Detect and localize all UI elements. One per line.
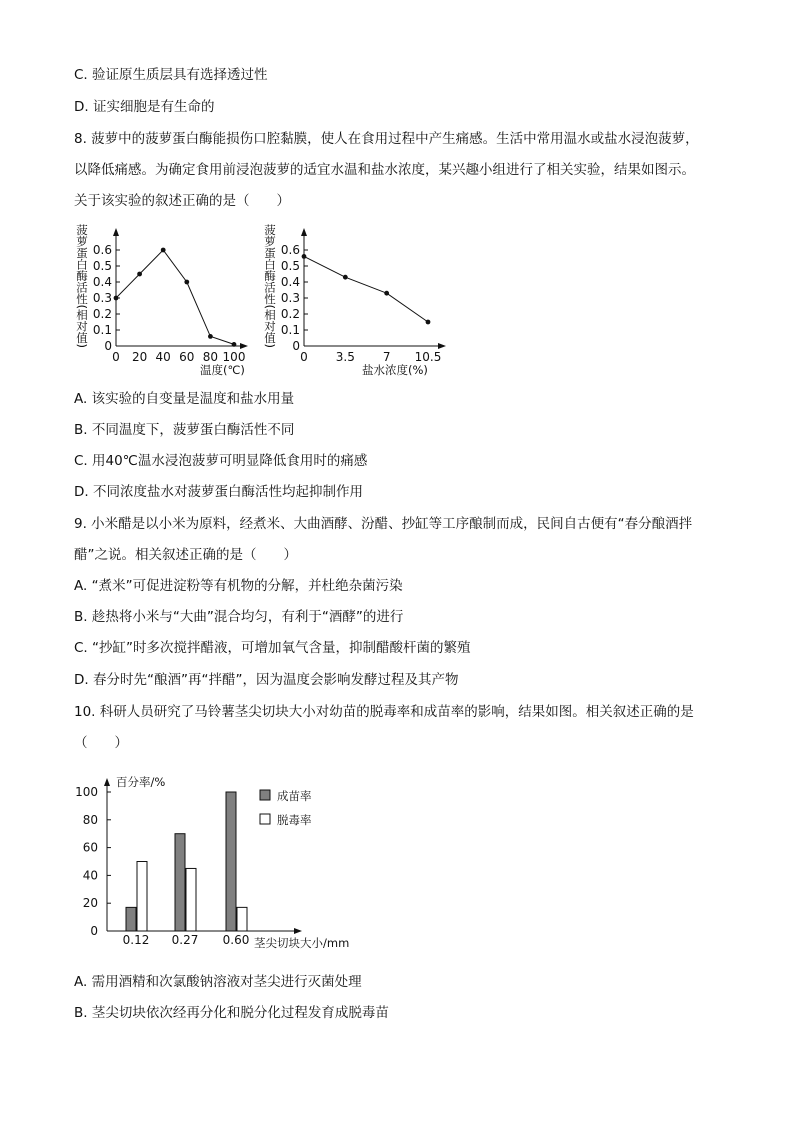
c3-bar-detox-rate	[186, 868, 196, 931]
q10-stem-line-1: 10. 科研人员研究了马铃薯茎尖切块大小对幼苗的脱毒率和成苗率的影响，结果如图。相关叙述正确的是	[74, 704, 694, 720]
c3-y-tick-label: 80	[82, 812, 98, 827]
c3-bar-detox-rate	[137, 862, 147, 932]
c3-legend-swatch	[260, 814, 270, 824]
c3-bar-seedling-rate	[226, 792, 236, 931]
q10-option-b: B. 茎尖切块依次经再分化和脱分化过程发育成脱毒苗	[74, 1005, 389, 1021]
stem-tip-bar-chart	[70, 768, 390, 958]
c2-y-tick-label: 0.2	[280, 307, 300, 321]
c3-legend-label: 成苗率	[277, 789, 312, 803]
chart2-x-arrow	[438, 343, 446, 349]
c1-y-tick-label: 0.5	[92, 259, 112, 273]
c2-y-tick-label: 0	[292, 339, 300, 353]
c3-y-tick-label: 20	[82, 896, 98, 911]
c2-x-tick-label: 7	[382, 350, 391, 364]
chart2-y-arrow	[301, 228, 307, 236]
q8-option-d: D. 不同浓度盐水对菠萝蛋白酶活性均起抑制作用	[74, 484, 363, 500]
c1-y-tick-label: 0	[104, 339, 112, 353]
c1-data-point	[184, 280, 189, 285]
c2-x-tick-label: 0	[300, 350, 308, 364]
c1-data-point	[114, 296, 119, 301]
c2-y-tick-label: 0.3	[280, 291, 300, 305]
c3-x-tick-label: 0.60	[222, 933, 250, 947]
c2-data-point	[343, 275, 348, 280]
c3-x-tick-label: 0.12	[122, 933, 150, 947]
q9-stem-line-2: 醋”之说。相关叙述正确的是（ ）	[74, 547, 297, 563]
c3-legend-swatch	[260, 790, 270, 800]
c1-x-tick-label: 40	[155, 350, 171, 364]
c2-y-tick-label: 0.4	[280, 275, 300, 289]
chart3-x-arrow	[294, 928, 302, 934]
chart1-x-arrow	[240, 343, 248, 349]
c2-y-tick-label: 0.1	[280, 323, 300, 337]
chart1-xlabel: 温度(℃)	[200, 363, 245, 377]
chart1-ylabel: 菠萝蛋白酶活性(相对值)	[75, 224, 89, 348]
c1-data-point	[208, 334, 213, 339]
c2-data-point	[384, 291, 389, 296]
q9-option-a: A. “煮米”可促进淀粉等有机物的分解，并杜绝杂菌污染	[74, 578, 403, 594]
q8-stem-line-1: 8. 菠萝中的菠萝蛋白酶能损伤口腔黏膜，使人在食用过程中产生痛感。生活中常用温水或盐水浸泡菠萝，	[74, 131, 699, 147]
c2-y-tick-label: 0.6	[280, 243, 300, 257]
c1-y-tick-label: 0.4	[92, 275, 112, 289]
q7-option-c: C. 验证原生质层具有选择透过性	[74, 67, 268, 83]
c2-x-tick-label: 10.5	[414, 350, 442, 364]
chart2-ylabel: 菠萝蛋白酶活性(相对值)	[263, 224, 277, 348]
q8-option-b: B. 不同温度下，菠萝蛋白酶活性不同	[74, 422, 295, 438]
temperature-chart	[70, 222, 282, 382]
q9-option-c: C. “抄缸”时多次搅拌醋液，可增加氧气含量，抑制醋酸杆菌的繁殖	[74, 640, 471, 656]
c1-x-tick-label: 20	[131, 350, 148, 364]
q9-option-b: B. 趁热将小米与“大曲”混合均匀，有利于“酒酵”的进行	[74, 609, 404, 625]
c1-data-point	[161, 248, 166, 253]
c1-x-tick-label: 100	[222, 350, 246, 364]
c3-bar-detox-rate	[237, 907, 247, 931]
c1-x-tick-label: 60	[179, 350, 195, 364]
c3-bar-seedling-rate	[126, 907, 136, 931]
c3-y-tick-label: 40	[82, 868, 98, 883]
c3-y-tick-label: 60	[82, 840, 98, 855]
c1-data-point	[232, 342, 237, 347]
chart1-series-line	[116, 250, 234, 344]
c3-legend-label: 脱毒率	[277, 813, 312, 827]
chart2-series-line	[304, 256, 428, 322]
c3-x-tick-label: 0.27	[171, 933, 199, 947]
chart3-xlabel: 茎尖切块大小/mm	[254, 936, 350, 950]
chart2-xlabel: 盐水浓度(%)	[362, 363, 428, 377]
c2-y-tick-label: 0.5	[280, 259, 300, 273]
c1-y-tick-label: 0.6	[92, 243, 112, 257]
chart3-ylabel: 百分率/%	[116, 775, 166, 789]
c1-x-tick-label: 80	[202, 350, 219, 364]
c1-data-point	[137, 272, 142, 277]
c2-data-point	[426, 320, 431, 325]
q9-option-d: D. 春分时先“酿酒”再“拌醋”，因为温度会影响发酵过程及其产物	[74, 672, 459, 688]
q8-option-a: A. 该实验的自变量是温度和盐水用量	[74, 391, 295, 407]
c3-y-tick-label: 100	[75, 785, 98, 799]
q10-stem-line-2: （ ）	[74, 735, 128, 751]
chart1-y-arrow	[113, 228, 119, 236]
q8-option-c: C. 用40℃温水浸泡菠萝可明显降低食用时的痛感	[74, 453, 368, 469]
salt-concentration-chart	[258, 222, 458, 382]
q8-stem-line-2: 以降低痛感。为确定食用前浸泡菠萝的适宜水温和盐水浓度，某兴趣小组进行了相关实验，结果如图示。	[74, 162, 695, 178]
chart3-y-arrow	[104, 778, 110, 786]
c3-y-tick-label: 0	[90, 924, 98, 938]
c3-bar-seedling-rate	[175, 834, 185, 931]
c1-y-tick-label: 0.3	[92, 291, 112, 305]
c1-x-tick-label: 0	[112, 350, 120, 364]
q9-stem-line-1: 9. 小米醋是以小米为原料，经煮米、大曲酒酵、汾醋、抄缸等工序酿制而成，民间自古便有“春分酿酒拌	[74, 516, 693, 532]
c2-x-tick-label: 3.5	[335, 350, 355, 364]
q7-option-d: D. 证实细胞是有生命的	[74, 99, 215, 115]
c1-y-tick-label: 0.1	[92, 323, 112, 337]
q8-stem-line-3: 关于该实验的叙述正确的是（ ）	[74, 193, 290, 209]
q10-option-a: A. 需用酒精和次氯酸钠溶液对茎尖进行灭菌处理	[74, 974, 362, 990]
c1-y-tick-label: 0.2	[92, 307, 112, 321]
c2-data-point	[302, 254, 307, 259]
